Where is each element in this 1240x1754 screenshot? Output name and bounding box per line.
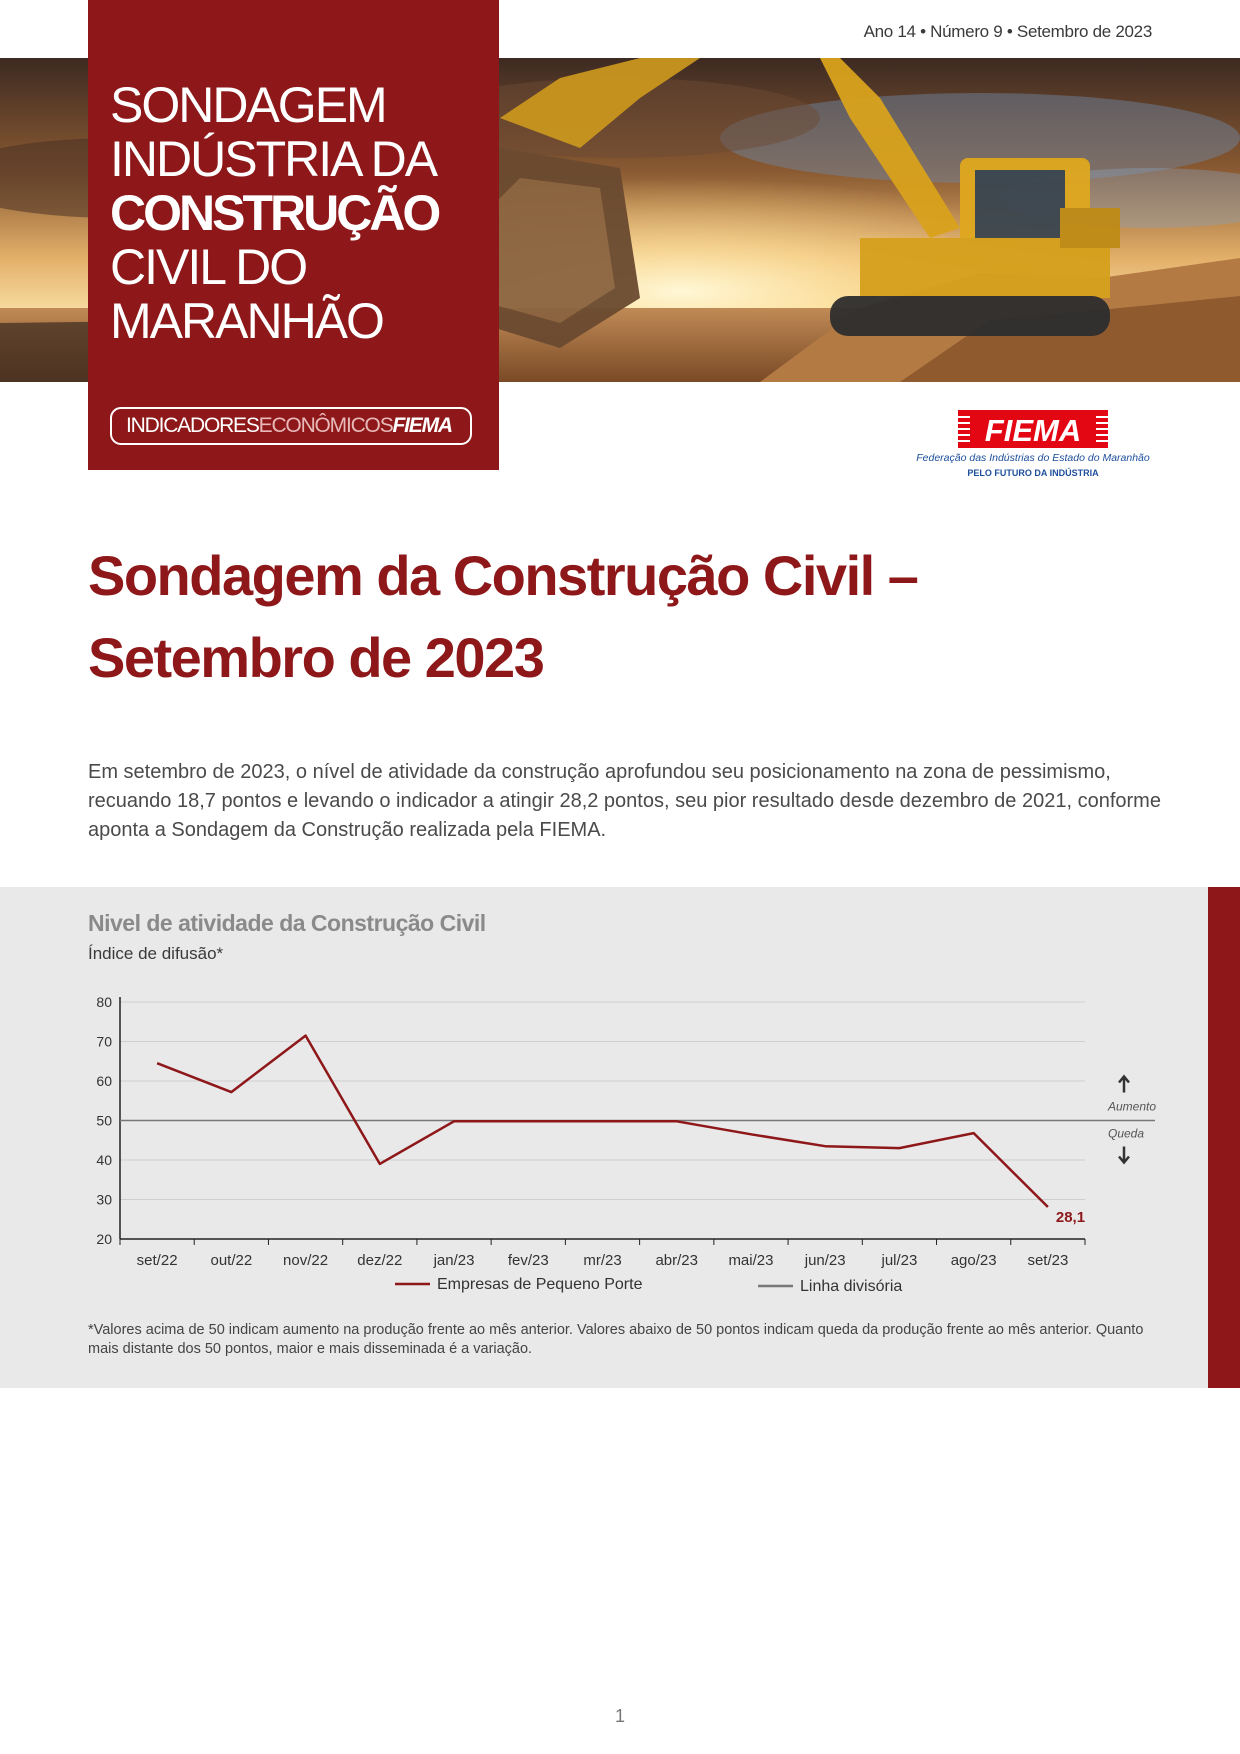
- cover-title-line1: SONDAGEM: [110, 77, 386, 133]
- series-line-pequeno-porte: [157, 1036, 1048, 1207]
- arrow-down-icon: [1119, 1147, 1129, 1163]
- y-tick-label: 70: [96, 1033, 112, 1050]
- badge-part3: FIEMA: [392, 414, 452, 437]
- badge-part2: ECONÔMICOS: [258, 414, 393, 437]
- x-tick-label: fev/23: [507, 1252, 549, 1269]
- fiema-logo-mark: [910, 408, 1155, 483]
- annotation-down: Queda: [1107, 1126, 1145, 1141]
- chart-accent-bar: [1208, 887, 1240, 1388]
- fiema-logo: [910, 408, 1155, 483]
- y-tick-label: 50: [96, 1112, 112, 1129]
- issue-info: Ano 14 • Número 9 • Setembro de 2023: [863, 22, 1152, 41]
- y-tick-label: 40: [96, 1152, 112, 1168]
- legend-label-divider: Linha divisória: [800, 1278, 903, 1295]
- cover-title-line5: MARANHÃO: [110, 293, 383, 349]
- x-tick-label: jun/23: [804, 1252, 846, 1269]
- x-tick-label: out/22: [210, 1252, 253, 1269]
- y-tick-label: 30: [96, 1191, 112, 1208]
- logo-tagline: PELO FUTURO DA INDÚSTRIA: [967, 468, 1099, 478]
- logo-name: FIEMA: [984, 413, 1082, 448]
- legend-label-series: Empresas de Pequeno Porte: [437, 1276, 643, 1293]
- cover-title-line2: INDÚSTRIA DA: [110, 131, 437, 187]
- arrow-up-icon: [1119, 1077, 1129, 1093]
- article-headline: Sondagem da Construção Civil – Setembro de 2023: [88, 544, 918, 689]
- x-tick-label: nov/22: [283, 1252, 329, 1269]
- y-tick-label: 60: [96, 1073, 112, 1089]
- x-tick-label: jan/23: [433, 1252, 475, 1269]
- chart-title: Nivel de atividade da Construção Civil: [88, 910, 486, 936]
- x-tick-label: set/22: [136, 1252, 178, 1269]
- x-tick-label: jul/23: [881, 1252, 918, 1269]
- indicators-badge: [110, 407, 472, 445]
- y-tick-label: 80: [96, 994, 112, 1010]
- chart-subtitle: Índice de difusão*: [88, 944, 224, 963]
- chart-footnote: *Valores acima de 50 indicam aumento na produção frente ao mês anterior. Valores abaixo de 50 pontos indicam queda da produção frente ao mês anterior. Quanto mais distante dos 50 pontos, maior e mais disseminada é a variação.: [88, 1322, 1144, 1357]
- logo-subtitle: Federação das Indústrias do Estado do Maranhão: [916, 452, 1150, 464]
- x-tick-label: mr/23: [583, 1252, 622, 1269]
- cover-title-line4: CIVIL DO: [110, 239, 307, 295]
- end-value-label: 28,1: [1055, 1209, 1086, 1227]
- annotation-up: Aumento: [1107, 1099, 1157, 1114]
- cover-title-panel: [88, 0, 499, 470]
- x-tick-label: mai/23: [728, 1252, 774, 1269]
- page-number: 1: [614, 1706, 625, 1726]
- x-tick-label: set/23: [1027, 1252, 1069, 1269]
- cover-title-line3: CONSTRUÇÃO: [110, 185, 439, 241]
- badge-part1: INDICADORES: [126, 414, 259, 437]
- x-tick-label: dez/22: [357, 1252, 403, 1269]
- x-tick-label: abr/23: [655, 1252, 699, 1269]
- y-tick-label: 20: [96, 1231, 112, 1247]
- x-tick-label: ago/23: [950, 1252, 997, 1269]
- activity-line-chart: [0, 887, 1208, 1317]
- article-lead: Em setembro de 2023, o nível de atividade da construção aprofundou seu posicionamento na zona de pessimismo, recuando 18,7 pontos e levando o indicador a atingir 28,2 pontos, seu pior resultado desde dezembro de 2021, conforme aponta a Sondagem da Construção realizada pela FIEMA.: [88, 761, 1161, 841]
- cover-title: [110, 78, 438, 348]
